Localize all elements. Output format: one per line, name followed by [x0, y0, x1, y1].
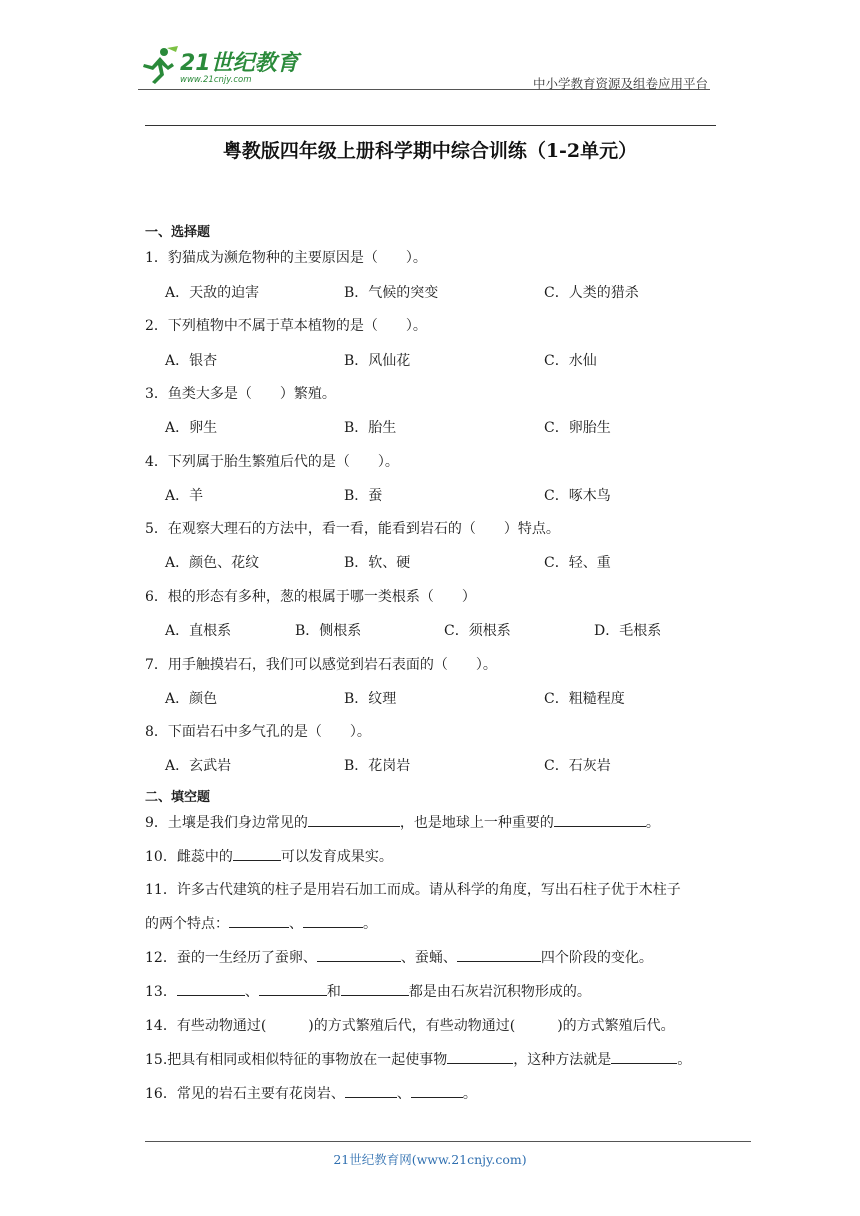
option-a: A．直根系: [165, 623, 232, 639]
question-stem: 5．在观察大理石的方法中，看一看，能看到岩石的（ ）特点。: [145, 521, 560, 537]
footer-link[interactable]: 21世纪教育网(www.21cnjy.com): [333, 1152, 527, 1167]
question-stem: 2．下列植物中不属于草本植物的是（ ）。: [145, 318, 427, 334]
logo-url: www.21cnjy.com: [180, 75, 252, 85]
question-stem: 3．鱼类大多是（ ）繁殖。: [145, 386, 336, 402]
answer-blank[interactable]: [259, 981, 327, 996]
fill-question: 14．有些动物通过( )的方式繁殖后代，有些动物通过( )的方式繁殖后代。: [145, 1018, 675, 1034]
answer-blank[interactable]: [317, 947, 401, 962]
fill-question: 15.把具有相同或相似特征的事物放在一起使事物 ，这种方法就是 。: [145, 1049, 691, 1069]
option-a: A．羊: [165, 488, 204, 504]
question-stem: 7．用手触摸岩石，我们可以感觉到岩石表面的（ ）。: [145, 657, 497, 673]
option-c: C．轻、重: [544, 555, 611, 571]
option-b: B．胎生: [344, 420, 397, 436]
platform-label: 中小学教育资源及组卷应用平台: [532, 76, 708, 91]
answer-blank[interactable]: [233, 846, 281, 861]
answer-blank[interactable]: [411, 1083, 463, 1098]
answer-blank[interactable]: [229, 913, 289, 928]
option-a: A．天敌的迫害: [165, 285, 260, 301]
answer-blank[interactable]: [457, 947, 541, 962]
runner-logo-icon: [140, 46, 180, 86]
option-b: B．软、硬: [344, 555, 411, 571]
answer-blank[interactable]: [447, 1049, 513, 1064]
option-a: A．银杏: [165, 353, 218, 369]
option-c: C．啄木鸟: [544, 488, 611, 504]
option-c: C．卵胎生: [544, 420, 611, 436]
option-b: B．纹理: [344, 691, 397, 707]
fill-question: 13． 、 和 都是由石灰岩沉积物形成的。: [145, 981, 591, 1001]
answer-blank[interactable]: [611, 1049, 677, 1064]
question-stem: 6．根的形态有多种，葱的根属于哪一类根系（ ）: [145, 589, 476, 605]
answer-blank[interactable]: [341, 981, 409, 996]
option-b: B．花岗岩: [344, 758, 411, 774]
fill-question: 10．雌蕊中的 可以发育成果实。: [145, 846, 393, 866]
option-c: C．水仙: [544, 353, 597, 369]
option-b: B．侧根系: [295, 623, 362, 639]
option-b: B．气候的突变: [344, 285, 439, 301]
option-a: A．颜色: [165, 691, 218, 707]
section-heading-fill: 二、填空题: [145, 790, 211, 805]
page-title: 粤教版四年级上册科学期中综合训练（1-2单元）: [222, 140, 638, 162]
fill-question: 12．蚕的一生经历了蚕卵、 、蚕蛹、 四个阶段的变化。: [145, 947, 653, 967]
answer-blank[interactable]: [177, 981, 245, 996]
question-stem: 8．下面岩石中多气孔的是（ ）。: [145, 724, 371, 740]
fill-question: 9．土壤是我们身边常见的 ，也是地球上一种重要的 。: [145, 812, 660, 832]
option-c: C．石灰岩: [544, 758, 611, 774]
answer-blank[interactable]: [303, 913, 363, 928]
footer-divider: [145, 1141, 751, 1142]
option-a: A．卵生: [165, 420, 218, 436]
option-b: B．蚕: [344, 488, 383, 504]
option-c: C．人类的猎杀: [544, 285, 639, 301]
option-a: A．玄武岩: [165, 758, 232, 774]
header-divider: [138, 89, 710, 90]
option-c: C．须根系: [444, 623, 511, 639]
option-c: C．粗糙程度: [544, 691, 625, 707]
question-stem: 4．下列属于胎生繁殖后代的是（ ）。: [145, 454, 399, 470]
answer-blank[interactable]: [554, 812, 646, 827]
option-a: A．颜色、花纹: [165, 555, 260, 571]
question-stem: 1．豹猫成为濒危物种的主要原因是（ ）。: [145, 250, 427, 266]
section-heading-choice: 一、选择题: [145, 225, 211, 240]
fill-question: 16．常见的岩石主要有花岗岩、 、 。: [145, 1083, 477, 1103]
answer-blank[interactable]: [345, 1083, 397, 1098]
option-b: B．风仙花: [344, 353, 411, 369]
option-d: D．毛根系: [594, 623, 662, 639]
logo-title: 21世纪教育: [180, 51, 299, 76]
answer-blank[interactable]: [308, 812, 400, 827]
fill-question: 11．许多古代建筑的柱子是用岩石加工而成。请从科学的角度，写出石柱子优于木柱子: [145, 882, 681, 898]
fill-question-continued: 的两个特点： 、 。: [145, 913, 377, 933]
title-divider: [145, 125, 716, 126]
site-logo: [140, 42, 310, 92]
